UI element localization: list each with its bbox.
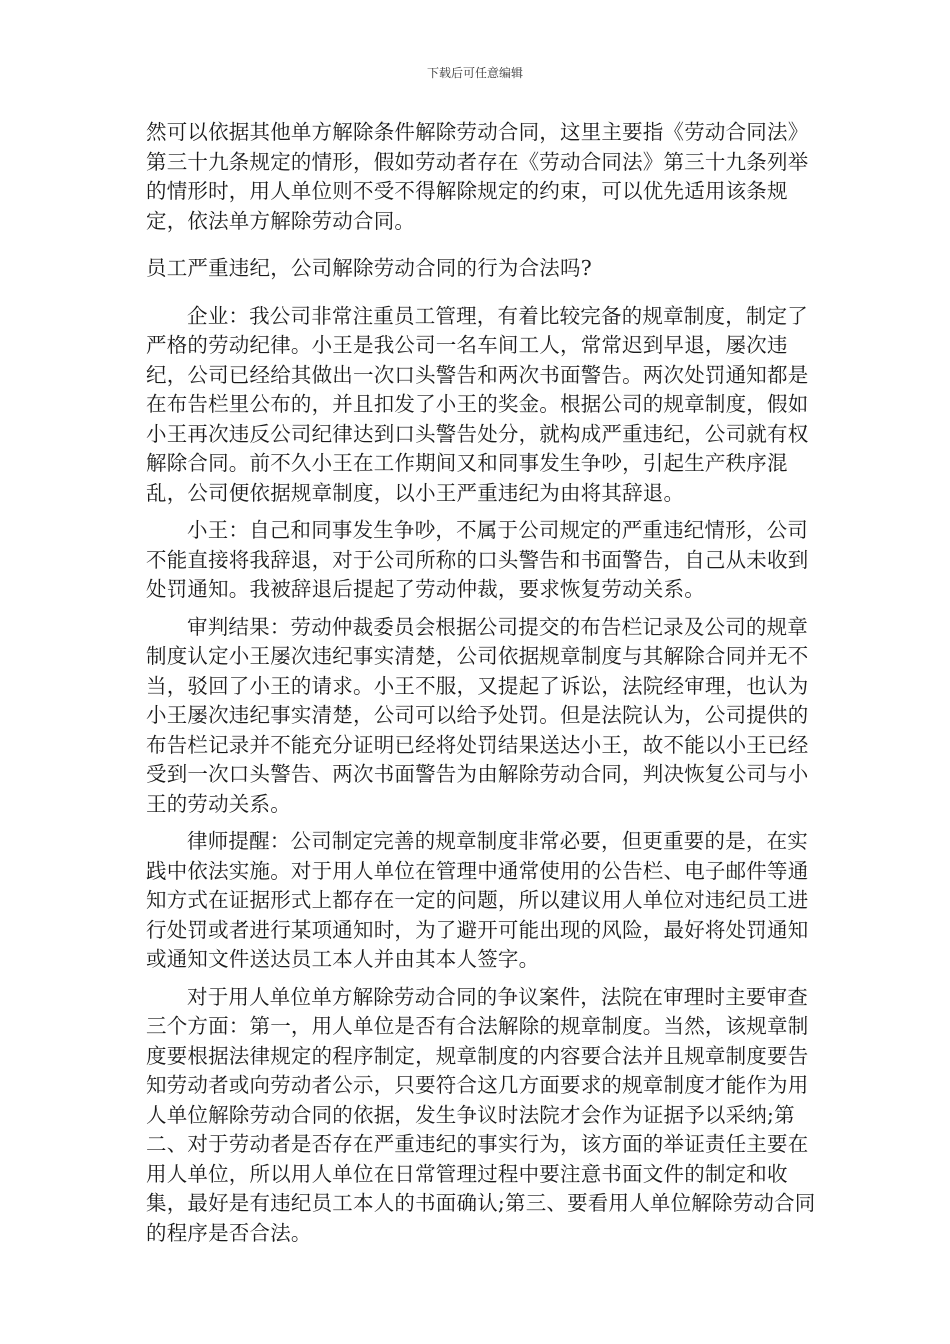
paragraph-lawyer-tip: 律师提醒：公司制定完善的规章制度非常必要，但更重要的是，在实践中依法实施。对于用人单位在管理中通常使用的公告栏、电子邮件等通知方式在证据形式上都存在一定的问题，所以建议用人单位对违纪员工进行处罚或者进行某项通知时，为了避开可能出现的风险，最好将处罚通知或通知文件送达员工本人并由其本人签字。 bbox=[146, 829, 809, 971]
document-body bbox=[146, 118, 818, 1256]
paragraph-company: 企业：我公司非常注重员工管理，有着比较完备的规章制度，制定了严格的劳动纪律。小王是我公司一名车间工人，常常迟到早退，屡次违纪，公司已经给其做出一次口头警告和两次书面警告。两次处罚通知都是在布告栏里公布的，并且扣发了小王的奖金。根据公司的规章制度，假如小王再次违反公司纪律达到口头警告处分，就构成严重违纪，公司就有权解除合同。前不久小王在工作期间又和同事发生争吵，引起生产秩序混乱，公司便依据规章制度，以小王严重违纪为由将其辞退。 bbox=[146, 303, 809, 505]
paragraph-continuation: 然可以依据其他单方解除条件解除劳动合同，这里主要指《劳动合同法》第三十九条规定的情形，假如劳动者存在《劳动合同法》第三十九条列举的情形时，用人单位则不受不得解除规定的约束，可以优先适用该条规定，依法单方解除劳动合同。 bbox=[146, 120, 809, 233]
paragraph-judgment: 审判结果：劳动仲裁委员会根据公司提交的布告栏记录及公司的规章制度认定小王屡次违纪事实清楚，公司依据规章制度与其解除合同并无不当，驳回了小王的请求。小王不服，又提起了诉讼，法院经审理，也认为小王屡次违纪事实清楚，公司可以给予处罚。但是法院认为，公司提供的布告栏记录并不能充分证明已经将处罚结果送达小王，故不能以小王已经受到一次口头警告、两次书面警告为由解除劳动合同，判决恢复公司与小王的劳动关系。 bbox=[146, 614, 809, 816]
paragraph-xiaowang: 小王：自己和同事发生争吵，不属于公司规定的严重违纪情形，公司不能直接将我辞退，对于公司所称的口头警告和书面警告，自己从未收到处罚通知。我被辞退后提起了劳动仲裁，要求恢复劳动关系。 bbox=[146, 518, 809, 601]
section-heading: 员工严重违纪，公司解除劳动合同的行为合法吗? bbox=[146, 256, 592, 280]
paragraph-court-review: 对于用人单位单方解除劳动合同的争议案件，法院在审理时主要审查三个方面：第一，用人单位是否有合法解除的规章制度。当然，该规章制度要根据法律规定的程序制定，规章制度的内容要合法并且规章制度要告知劳动者或向劳动者公示，只要符合这几方面要求的规章制度才能作为用人单位解除劳动合同的依据，发生争议时法院才会作为证据予以采纳;第二、对于劳动者是否存在严重违纪的事实行为，该方面的举证责任主要在用人单位，所以用人单位在日常管理过程中要注意书面文件的制定和收集，最好是有违纪员工本人的书面确认;第三、要看用人单位解除劳动合同的程序是否合法。 bbox=[146, 984, 816, 1245]
header-note: 下载后可任意编辑 bbox=[426, 66, 523, 80]
